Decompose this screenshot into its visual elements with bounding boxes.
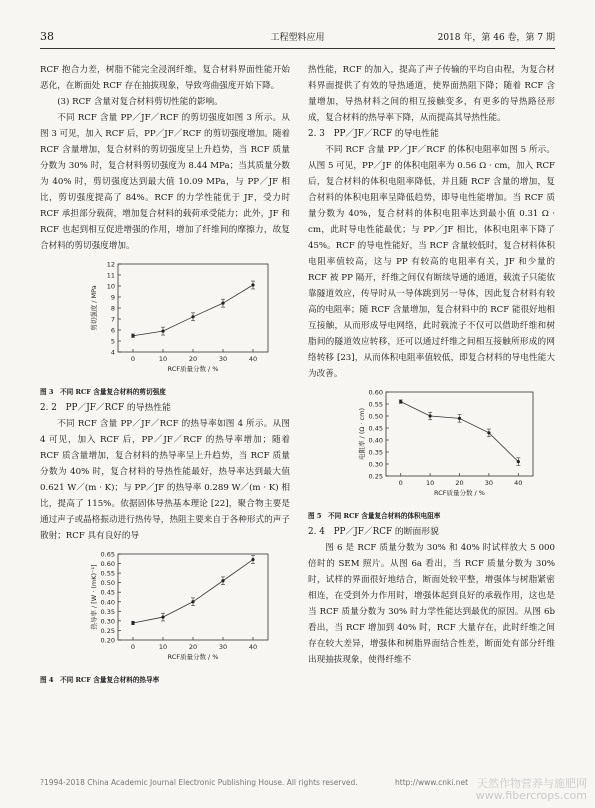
x-tick-label: 30 bbox=[484, 479, 494, 487]
data-point bbox=[399, 400, 402, 403]
footer-url: http://www.cnki.net bbox=[395, 778, 469, 787]
x-tick-label: 20 bbox=[188, 355, 198, 363]
page-header bbox=[40, 30, 555, 44]
data-point bbox=[251, 558, 254, 561]
y-tick-label: 0.25 bbox=[100, 626, 115, 635]
plot-frame bbox=[118, 554, 268, 640]
y-axis-label: 热导率 / [W · (mK)⁻¹] bbox=[90, 564, 98, 630]
y-tick-label: 0.35 bbox=[100, 607, 115, 616]
thermal-conductivity-chart bbox=[40, 548, 290, 664]
y-tick-label: 0.30 bbox=[368, 460, 383, 469]
paragraph: RCF 抱合力差，树脂不能完全浸润纤维，复合材料界面性能开始恶化，在断面处 RCF 存在抽拔现象，导致弯曲强度开始下降。 bbox=[40, 65, 290, 91]
y-tick-label: 0.35 bbox=[368, 448, 383, 457]
data-point bbox=[131, 334, 134, 337]
data-point bbox=[191, 600, 194, 603]
section-heading: 2. 3 PP／JF／RCF 的导电性能 bbox=[308, 129, 439, 139]
y-tick-label: 7 bbox=[110, 315, 115, 324]
data-point bbox=[517, 460, 520, 463]
plot-frame bbox=[386, 392, 533, 476]
data-point bbox=[131, 621, 134, 624]
y-tick-label: 11 bbox=[106, 271, 115, 280]
y-tick-label: 5 bbox=[110, 337, 115, 346]
y-tick-label: 0.40 bbox=[100, 598, 115, 607]
figure-4 bbox=[40, 548, 290, 670]
x-tick-label: 40 bbox=[248, 643, 258, 651]
x-tick-label: 0 bbox=[130, 643, 136, 651]
y-tick-label: 0.55 bbox=[368, 400, 383, 409]
y-tick-label: 0.50 bbox=[368, 412, 383, 421]
data-point bbox=[487, 431, 490, 434]
copyright-notice: ?1994-2018 China Academic Journal Electronic Publishing House. All rights reserved. bbox=[40, 778, 358, 787]
watermark bbox=[476, 778, 587, 802]
y-tick-label: 0.55 bbox=[100, 569, 115, 578]
data-line bbox=[401, 402, 519, 462]
figure-3-caption: 图 3 不同 RCF 含量复合材料的剪切强度 bbox=[40, 388, 166, 396]
x-tick-label: 40 bbox=[248, 355, 258, 363]
y-tick-label: 6 bbox=[110, 326, 115, 335]
x-tick-label: 10 bbox=[158, 355, 168, 363]
subheading: (3) RCF 含量对复合材料剪切性能的影响。 bbox=[57, 97, 223, 107]
watermark-line: 天然作物营养与施肥网 bbox=[477, 777, 587, 790]
data-point bbox=[221, 302, 224, 305]
header-rule bbox=[40, 48, 555, 49]
y-tick-label: 9 bbox=[110, 293, 115, 302]
y-axis-label: 电阻率 / (Ω · cm) bbox=[358, 408, 366, 460]
data-point bbox=[429, 414, 432, 417]
y-tick-label: 0.65 bbox=[100, 550, 115, 559]
journal-name: 工程塑料应用 bbox=[270, 33, 325, 43]
x-tick-label: 0 bbox=[398, 479, 403, 487]
data-line bbox=[133, 560, 253, 623]
shear-strength-chart bbox=[40, 258, 290, 376]
y-tick-label: 0.20 bbox=[100, 636, 115, 645]
data-line bbox=[133, 285, 253, 336]
y-tick-label: 0.25 bbox=[368, 472, 383, 481]
y-tick-label: 8 bbox=[110, 304, 115, 313]
figure-5-caption: 图 5 不同 RCF 含量复合材料的体积电阻率 bbox=[308, 512, 441, 520]
data-point bbox=[458, 417, 461, 420]
x-axis-label: RCF质量分数 / % bbox=[434, 489, 485, 497]
x-axis-label: RCF质量分数 / % bbox=[167, 653, 219, 661]
paragraph: 热性能，RCF 的加入，提高了声子传输的平均自由程，为复合材料界面提供了有效的导热通道，使界面热阻下降；随着 RCF 含量增加，导热材料之间的相互接触变多，有更多的导热路径形成，复合材料的热导率下降，从而提高其导热性能。 bbox=[308, 65, 555, 123]
figure-4-caption: 图 4 不同 RCF 含量复合材料的热导率 bbox=[40, 676, 160, 684]
x-tick-label: 20 bbox=[455, 479, 464, 487]
data-point bbox=[221, 579, 224, 582]
y-tick-label: 12 bbox=[106, 260, 115, 269]
x-tick-label: 10 bbox=[425, 479, 435, 487]
y-tick-label: 0.30 bbox=[100, 617, 115, 626]
right-column bbox=[308, 62, 555, 668]
y-tick-label: 0.60 bbox=[368, 388, 383, 397]
y-axis-label: 剪切强度 / MPa bbox=[90, 285, 98, 331]
figure-3 bbox=[40, 258, 290, 382]
x-axis-label: RCF质量分数 / % bbox=[167, 365, 219, 373]
plot-frame bbox=[118, 264, 268, 352]
x-tick-label: 0 bbox=[130, 355, 136, 363]
y-tick-label: 4 bbox=[110, 348, 115, 357]
section-heading: 2. 2 PP／JF／RCF 的导热性能 bbox=[40, 403, 171, 413]
data-point bbox=[161, 615, 164, 618]
x-tick-label: 40 bbox=[514, 479, 523, 487]
resistivity-chart bbox=[308, 386, 555, 500]
page-number: 38 bbox=[40, 30, 54, 43]
issue-info: 2018 年，第 46 卷，第 7 期 bbox=[437, 33, 555, 43]
paragraph: 不同 RCF 含量 PP／JF／RCF 的体积电阻率如图 5 所示。从图 5 可见，PP／JF 的体积电阻率为 0.56 Ω · cm，加入 RCF 后，复合材料的体积电阻率降低，并且随 RCF 含量的增加，复合材料的体积电阻率呈降低趋势，即导电性能增加。当 RCF 质量分数为 40%，复合材料的体积电阻率达到最小值 0.31 Ω · cm，此时导电性能最优；与 PP／JF 相比，体积电阻率下降了 45%。RCF 的导电性能好，当 RCF 含量较低时，复合材料体积电阻率值较高，这与 PP 有较高的电阻率有关，JF 和少量的 RCF 被 PP 隔开，纤维之间仅有断续导通的通道，载流子只能依靠隧道效应，传导时从一导体跳到另一导体，因此复合材料有较高的电阻率；随 RCF 含量增加，复合材料中的 RCF 能很好地相互接触，从而形成导电网络，此时载流子不仅可以借助纤维和树脂间的隧道效应转移，还可以通过纤维之间相互接触所形成的网络转移 [23]，从而体积电阻率值较低，即复合材料的导电性能大为改善。 bbox=[308, 145, 555, 379]
left-column bbox=[40, 62, 290, 688]
section-heading: 2. 4 PP／JF／RCF 的断面形貌 bbox=[308, 527, 439, 537]
paragraph: 图 6 是 RCF 质量分数为 30% 和 40% 时试样放大 5 000 倍时的 SEM 照片。从图 6a 看出，当 RCF 质量分数为 30% 时，试样的界面很好地结合，断面处较平整，增强体与树脂紧密相连，在受到外力作用时，增强体起到良好的承载作用，这也是当 RCF 质量分数为 30% 时力学性能达到最优的原因。从图 6b 看出，当 RCF 增加到 40% 时，RCF 大量存在，此时纤维之间存在较大差异，增强体和树脂界面结合性差，断面处有部分纤维出现抽拔现象，使得纤维不 bbox=[308, 543, 555, 665]
y-tick-label: 10 bbox=[106, 282, 115, 291]
y-tick-label: 0.60 bbox=[100, 560, 115, 569]
data-point bbox=[191, 315, 194, 318]
x-tick-label: 10 bbox=[158, 643, 168, 651]
data-point bbox=[161, 330, 164, 333]
y-tick-label: 0.50 bbox=[100, 579, 115, 588]
y-tick-label: 0.45 bbox=[100, 588, 115, 597]
x-tick-label: 30 bbox=[218, 355, 228, 363]
paragraph: 不同 RCF 含量 PP／JF／RCF 的剪切强度如图 3 所示。从图 3 可见，加入 RCF 后，PP／JF／RCF 的剪切强度增加。随着 RCF 含量增加，复合材料的剪切强度呈上升趋势，当 RCF 质量分数为 30% 时，复合材料剪切强度为 8.44 MPa；当其质量分数为 40% 时，剪切强度达到最大值 10.09 MPa，与 PP／JF 相比，剪切强度提高了 84%。RCF 的力学性能优于 JF，受力时 RCF 承担部分载荷，增加复合材料的载荷承受能力；此外，JF 和 RCF 也起到相互促进增强的作用，增加了纤维间的摩擦力，故复合材料的剪切强度增加。 bbox=[40, 113, 290, 251]
figure-5 bbox=[308, 386, 555, 506]
paragraph: 不同 RCF 含量 PP／JF／RCF 的热导率如图 4 所示。从图 4 可见，加入 RCF 后，PP／JF／RCF 的热导率增加；随着 RCF 质含量增加，复合材料的热导率呈上升趋势，当 RCF 质量分数为 40% 时，复合材料的导热性能最好，热导率达到最大值 0.621 W／(m · K)；与 PP／JF 的热导率 0.289 W／(m · K) 相比，提高了 115%。依据固体导热基本理论 [22]，聚合物主要是通过声子或晶格振动进行热传导，热阻主要来自于各种形式的声子散射；RCF 具有良好的导 bbox=[40, 419, 290, 541]
data-point bbox=[251, 283, 254, 286]
watermark-line: www.fibercrops.com bbox=[475, 789, 587, 802]
x-tick-label: 20 bbox=[188, 643, 198, 651]
y-tick-label: 0.40 bbox=[368, 436, 383, 445]
y-tick-label: 0.45 bbox=[368, 424, 383, 433]
x-tick-label: 30 bbox=[218, 643, 228, 651]
